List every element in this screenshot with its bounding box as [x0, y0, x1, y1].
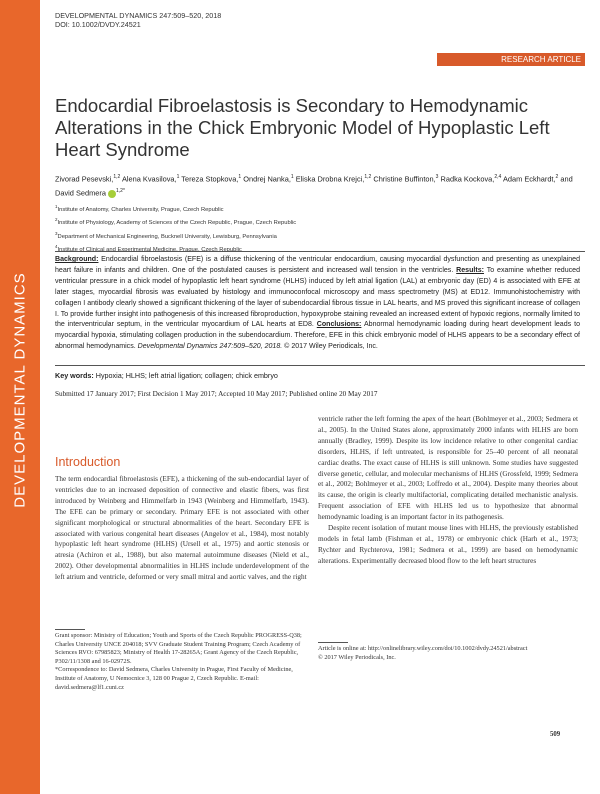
background-text: Endocardial fibroelastosis (EFE) is a diffuse thickening of the ventricular endocardium, causing myocardial dysfunction and presenting as unexplained heart failure in infants and children. One of the postulated causes is persistent and increased wall tension in the ventricles. [55, 256, 580, 274]
sidebar-journal-name: DEVELOPMENTAL DYNAMICS [11, 272, 29, 508]
journal-reference [55, 11, 221, 29]
keywords-label: Key words: [55, 371, 94, 380]
doi-line: DOI: 10.1002/DVDY.24521 [55, 20, 141, 29]
author-affiliation-marker: 1,2 [113, 174, 121, 180]
author-affiliation-marker: 2,4 [494, 174, 502, 180]
author-list [55, 171, 580, 200]
conclusions-label: Conclusions: [316, 321, 362, 329]
affiliation [55, 215, 580, 228]
intro-paragraph: The term endocardial fibroelastosis (EFE), a thickening of the sub-endocardial layer of ventricles due to an increased deposition of connective and elastic fibers, was first introduced by Weinberg and Himmelfarb in 1943 (Weinberg and Himmelfarb, 1943). The EFE can be primary or secondary. Primary EFE is not associated with other significant morphological or structural abnormalities of the heart. Secondary EFE is associated with various congenital heart diseases (Angelov et al., 1984), most notably hypoplastic left heart syndrome (HLHS) (Ursell et al., 1975) and aortic stenosis or atresia (Achiron et al., 1988), but also maternal autoimmune diseases (Nield et al., 2002). Other developmental abnormalities in HLHS include underdevelopment of the left atrium and ventricle, deformed or very small mitral and aortic valves, and the right [55, 475, 309, 582]
affiliation-text: Institute of Clinical and Experimental Medicine, Prague, Czech Republic [57, 246, 242, 253]
author-affiliation-marker: 3 [435, 174, 439, 180]
affiliation-marker: 4 [55, 243, 58, 249]
conclusions-text: Abnormal hemodynamic loading during heart development leads to myocardial hypoxia, stimulating collagen production in the subendocardium. Therefore, EFE in this chick embryonic model of HLHS appears to be a secondary effect of abnormal hemodynamics. [55, 321, 580, 351]
abstract [55, 255, 580, 353]
keywords-text: Hypoxia; HLHS; left atrial ligation; collagen; chick embryo [93, 371, 278, 380]
affiliation-marker: 3 [55, 230, 58, 236]
abstract-copyright: © 2017 Wiley Periodicals, Inc. [282, 343, 378, 351]
author-affiliation-marker: 1 [176, 174, 180, 180]
journal-volume-line: DEVELOPMENTAL DYNAMICS 247:509–520, 2018 [55, 11, 222, 20]
author-name: Zivorad Pesevski, [55, 174, 114, 184]
footnote-rule-right [318, 642, 348, 643]
footnotes-right [318, 645, 578, 662]
journal-sidebar [0, 0, 40, 794]
affiliation-list [55, 202, 580, 255]
author-affiliation-marker: 1 [290, 174, 294, 180]
affiliation-text: Institute of Anatomy, Charles University, Prague, Czech Republic [57, 206, 224, 213]
author-name: Adam Eckhardt, [502, 174, 556, 184]
author-name: Radka Kockova, [440, 174, 495, 184]
left-column [55, 474, 309, 583]
author-name: Ondrej Nanka, [243, 174, 291, 184]
footnotes-left [55, 632, 309, 692]
right-column [318, 414, 578, 567]
orcid-icon[interactable] [108, 190, 116, 198]
author-name: Alena Kvasilova, [121, 174, 177, 184]
article-title: Endocardial Fibroelastosis is Secondary to Hemodynamic Alterations in the Chick Embryonic Model of Hypoplastic Left Heart Syndrome [55, 95, 550, 160]
footnote-rule [55, 629, 85, 630]
abstract-citation: Developmental Dynamics 247:509–520, 2018. [137, 343, 283, 351]
results-label: Results: [456, 266, 484, 274]
author-name: Tereza Stopkova, [181, 174, 239, 184]
author-affiliation-marker: 1,2* [116, 188, 125, 195]
background-label: Background: [55, 256, 99, 263]
intro-paragraph: ventricle rather the left forming the apex of the heart (Bohlmeyer et al., 2003; Sedmera et al., 2005). In the United States alone, approximately 2000 infants with HLHS are born annually (Bradley, 1999). Despite its low incidence relative to other congenital cardiac disorders, HLHS, if left untreated, is responsible for 25–40 percent of all neonatal cardiac deaths. The exact cause of HLHS is still unknown. Some studies have suggested diverse genetic, cellular, and molecular mechanisms of HLHS (Grossfeld, 1999; Sedmera et al., 2002; Bohlmeyer et al., 2003; Loffredo et al., 2004). Despite many theories about its cause, the origin is clearly multifactorial, complicating detailed mechanistic analysis. Frequent association of EFE with HLHS led us to hypothesize that abnormal hemodynamic loading is an important factor in its pathogenesis. [318, 415, 578, 522]
page-number: 509 [550, 731, 561, 738]
affiliation-marker: 2 [55, 217, 58, 223]
keywords [55, 371, 278, 380]
intro-paragraph: Despite recent isolation of mutant mouse lines with HLHS, the previously established models in fetal lamb (Fishman et al., 1978) or embryonic chick (Harh et al., 1973; Rychter and Rychterova, 1981; Sedmera et al., 1999) are based on hemodynamic alterations. Experimentally decreased blood flow to the left heart structures [318, 524, 578, 565]
author-name: and David Sedmera [55, 174, 573, 198]
online-link-footnote[interactable]: Article is online at: http://onlinelibrary.wiley.com/doi/10.1002/dvdy.24521/abstract [318, 645, 528, 652]
wiley-copyright: © 2017 Wiley Periodicals, Inc. [318, 653, 396, 661]
author-affiliation-marker: 1,2 [364, 174, 372, 180]
author-affiliation-marker: 2 [555, 174, 559, 180]
submission-dates: Submitted 17 January 2017; First Decision 1 May 2017; Accepted 10 May 2017; Published online 20 May 2017 [55, 390, 378, 398]
section-heading-introduction: Introduction [55, 455, 121, 469]
correspondence-footnote: *Correspondence to: David Sedmera, Charles University in Prague, First Faculty of Medicine, Institute of Anatomy, U Nemocnice 3, 128 00 Prague 2, Czech Republic. E-mail: david.sedmera@lf1.cuni.cz [55, 666, 293, 691]
results-text: To examine whether reduced ventricular pressure in a chick model of hypoplastic left heart syndrome (HLHS) induced by left atrial ligation (LAL) at embryonic day (ED) 4 is associated with EFE at later stages, myocardial fibrosis was evaluated by histology and immunoconfocal microscopy and mass spectrometry (MS) at ED12. Immunohistochemistry with collagen I antibody clearly showed a significant thickening of the layer of subendocardial fibrous tissue in LAL hearts, and MS proved this significant increase of collagen I. To provide further insight into pathogenesis of this increased fibroproduction, hypoxyprobe staining revealed an increased extent of hypoxic regions, normally limited to the interventricular septum, in the ventricular myocardium of LAL hearts at ED8. [55, 266, 580, 329]
affiliation [55, 242, 580, 255]
affiliation [55, 229, 580, 242]
grant-footnote: Grant sponsor: Ministry of Education; Youth and Sports of the Czech Republic PROGRESS-Q38; Charles University UNCE 204018; SVV Graduate Student Training Program; Czech Academy of Sciences RVO: 67985823; Ministry of Health 17-28265A; Grant Agency of the Czech Republic, P302/11/1308 and 16-02972S. [55, 632, 302, 665]
abstract-bottom-rule [55, 365, 585, 366]
author-name: Christine Buffinton, [373, 174, 436, 184]
abstract-top-rule [55, 251, 585, 252]
affiliation [55, 202, 580, 215]
author-affiliation-marker: 1 [238, 174, 242, 180]
article-type-badge: RESEARCH ARTICLE [437, 53, 585, 66]
author-name: Eliska Drobna Krejci, [295, 174, 365, 184]
affiliation-text: Institute of Physiology, Academy of Sciences of the Czech Republic, Prague, Czech Republic [57, 220, 297, 227]
affiliation-text: Department of Mechanical Engineering, Bucknell University, Lewisburg, Pennsylvania [57, 233, 277, 240]
affiliation-marker: 1 [55, 204, 58, 209]
